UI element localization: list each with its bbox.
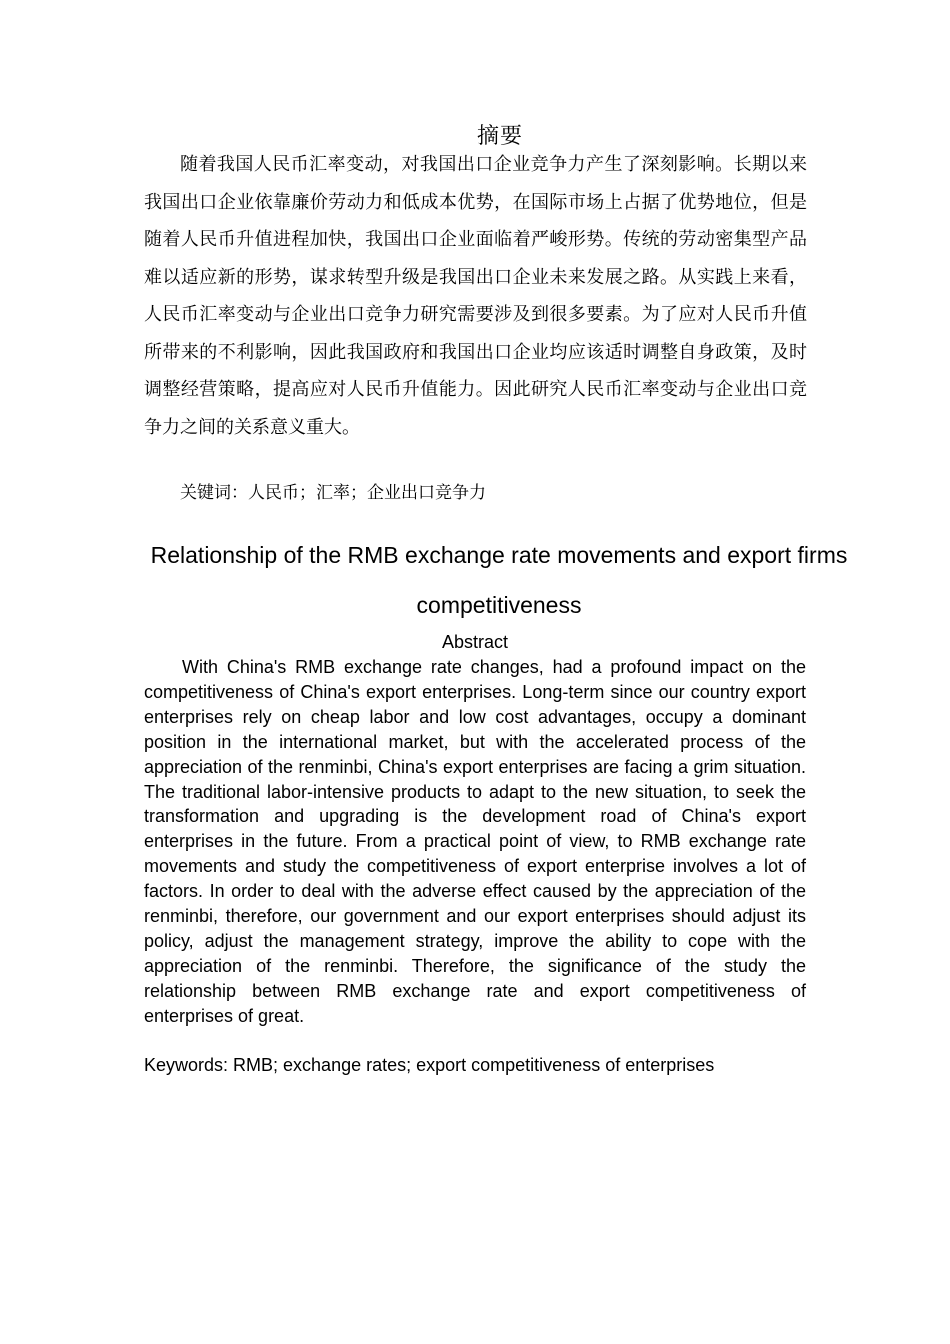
chinese-abstract-title: 摘要	[476, 124, 523, 149]
english-paper-title: Relationship of the RMB exchange rate movements and export firms competitiveness	[150, 542, 848, 618]
chinese-keywords: 关键词：人民币；汇率；企业出口竞争力	[180, 483, 486, 503]
english-abstract-body: With China's RMB exchange rate changes, had a profound impact on the competitiveness of China's export enterprises. Long-term since our country export enterprises rely on cheap labor and low cost advantages, occupy a dominant position in the international market, but with the accelerated process of the appreciation of the renminbi, China's export enterprises are facing a grim situation. The traditional labor-intensive products to adapt to the new situation, to seek the transformation and upgrading is the development road of China's export enterprises in the future. From a practical point of view, to RMB exchange rate movements and study the competitiveness of export enterprise involves a lot of factors. In order to deal with the adverse effect caused by the appreciation of the renminbi, therefore, our government and our export enterprises should adjust its policy, adjust the management strategy, improve the ability to cope with the appreciation of the renminbi. Therefore, the significance of the study the relationship between RMB exchange rate and export competitiveness of enterprises of great.	[144, 657, 806, 1026]
chinese-abstract-body: 随着我国人民币汇率变动，对我国出口企业竞争力产生了深刻影响。长期以来我国出口企业依靠廉价劳动力和低成本优势，在国际市场上占据了优势地位，但是随着人民币升值进程加快，我国出口企业面临着严峻形势。传统的劳动密集型产品难以适应新的形势，谋求转型升级是我国出口企业未来发展之路。从实践上来看，人民币汇率变动与企业出口竞争力研究需要涉及到很多要素。为了应对人民币升值所带来的不利影响，因此我国政府和我国出口企业均应该适时调整自身政策，及时调整经营策略，提高应对人民币升值能力。因此研究人民币汇率变动与企业出口竞争力之间的关系意义重大。	[144, 154, 807, 438]
english-abstract-heading: Abstract	[441, 632, 509, 652]
english-keywords: Keywords: RMB; exchange rates; export competitiveness of enterprises	[144, 1055, 715, 1075]
